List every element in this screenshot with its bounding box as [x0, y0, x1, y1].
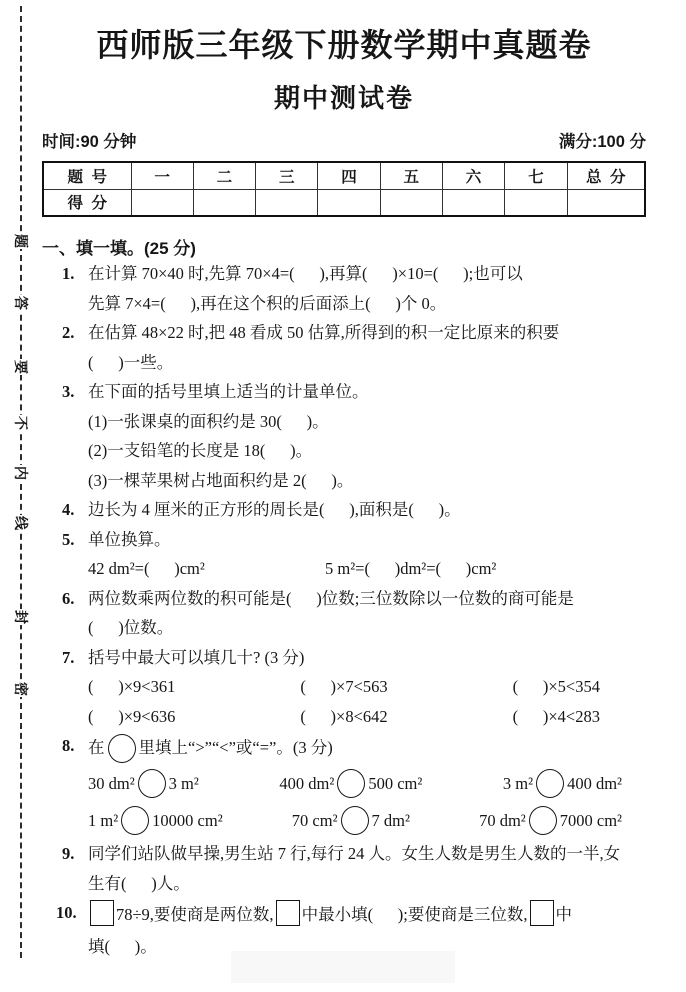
score-header-cell: 六	[442, 162, 504, 189]
page-title: 西师版三年级下册数学期中真题卷	[96, 27, 592, 63]
time-label: 时间:90 分钟	[42, 133, 137, 151]
comparison-right: 7000 cm²	[559, 810, 622, 830]
inequality-row	[88, 702, 600, 732]
question-subitem: (1)一张课桌的面积约是 30( )。	[88, 411, 329, 431]
seal-char: 答	[10, 295, 32, 311]
compare-circle-blank	[108, 734, 136, 763]
question-7	[42, 643, 646, 732]
unit-conversion-row	[88, 554, 646, 584]
comparison-item	[503, 769, 622, 798]
score-header-cell: 七	[505, 162, 567, 189]
score-cell-empty	[380, 189, 442, 216]
question-text-seg: 中	[555, 905, 573, 924]
seal-char: 密	[10, 681, 32, 697]
comparison-row	[88, 802, 622, 839]
question-9	[42, 839, 646, 898]
question-5	[42, 525, 646, 584]
score-table-header-row	[43, 162, 645, 189]
question-8	[42, 731, 646, 839]
comparison-right: 500 cm²	[368, 773, 423, 793]
score-cell-empty	[193, 189, 255, 216]
question-text-seg: 中最小填( );要使商是三位数,	[301, 905, 528, 924]
score-cell-empty	[256, 189, 318, 216]
question-text: ( )位数。	[88, 618, 174, 637]
compare-circle-blank	[121, 806, 149, 835]
seal-char: 封	[10, 609, 32, 625]
comparison-row	[88, 765, 622, 802]
question-subitem: (3)一棵苹果树占地面积约是 2( )。	[88, 470, 354, 490]
seal-char: 题	[10, 233, 32, 249]
inequality-expression: ( )×5<354	[512, 677, 600, 696]
digit-box-blank	[90, 900, 114, 926]
comparison-right: 7 dm²	[371, 810, 410, 830]
question-text: ( )一些。	[88, 352, 174, 372]
score-header-cell: 五	[380, 162, 442, 189]
seal-char: 内	[10, 465, 32, 481]
question-text: 边长为 4 厘米的正方形的周长是( ),面积是( )。	[88, 500, 461, 519]
seal-char: 线	[10, 515, 32, 531]
digit-box-blank	[276, 900, 300, 926]
conversion-expression: 5 m²=( )dm²=( )cm²	[325, 559, 497, 578]
inequality-row	[88, 672, 600, 702]
question-4	[42, 495, 646, 525]
full-score-label: 满分:100 分	[558, 133, 646, 151]
inequality-expression: ( )×7<563	[300, 677, 388, 696]
question-number: 5.	[62, 529, 75, 549]
comparison-right: 10000 cm²	[152, 810, 223, 830]
question-number: 9.	[62, 844, 75, 863]
question-text: 单位换算。	[88, 529, 171, 549]
question-subitem: (2)一支铅笔的长度是 18( )。	[88, 441, 313, 460]
question-text	[88, 731, 646, 765]
score-cell-empty	[442, 189, 504, 216]
question-number: 10.	[56, 903, 77, 922]
question-number: 2.	[62, 323, 75, 342]
compare-circle-blank	[536, 769, 564, 798]
question-text	[88, 898, 646, 932]
comparison-left: 1 m²	[88, 810, 119, 830]
question-2	[42, 318, 646, 377]
page-subtitle: 期中测试卷	[273, 83, 414, 113]
question-text: 在下面的括号里填上适当的计量单位。	[88, 382, 369, 401]
question-number: 6.	[62, 588, 75, 608]
score-header-cell: 总 分	[567, 162, 645, 189]
score-table	[42, 161, 646, 217]
question-6	[42, 584, 646, 643]
score-header-cell: 一	[131, 162, 193, 189]
question-text-pre: 在	[88, 738, 105, 757]
compare-circle-blank	[529, 806, 557, 835]
comparison-left: 70 cm²	[291, 810, 338, 830]
comparison-item	[479, 806, 622, 835]
comparison-item	[292, 806, 410, 835]
seal-char: 要	[10, 359, 32, 375]
score-cell-empty	[505, 189, 567, 216]
score-table-score-row	[43, 189, 645, 216]
question-number: 3.	[62, 382, 75, 401]
score-cell-empty	[318, 189, 380, 216]
question-text: 填( )。	[88, 937, 157, 956]
section-heading: 一、填一填。(25 分)	[42, 239, 196, 258]
question-text: 在计算 70×40 时,先算 70×4=( ),再算( )×10=( );也可以	[88, 264, 523, 283]
question-number: 1.	[62, 264, 75, 283]
compare-circle-blank	[341, 806, 369, 835]
question-1	[42, 259, 646, 318]
score-cell-empty	[131, 189, 193, 216]
score-header-cell: 三	[256, 162, 318, 189]
inequality-expression: ( )×8<642	[300, 706, 388, 726]
comparison-left: 400 dm²	[279, 773, 335, 793]
question-list	[42, 259, 646, 962]
score-header-cell: 二	[193, 162, 255, 189]
question-text-seg: 78÷9,要使商是两位数,	[116, 905, 274, 924]
compare-circle-blank	[138, 769, 166, 798]
question-text: 括号中最大可以填几十? (3 分)	[88, 647, 305, 667]
seal-line	[13, 6, 29, 958]
question-text-post: 里填上“>”“<”或“=”。(3 分)	[138, 738, 333, 757]
comparison-item	[88, 769, 199, 798]
score-cell-empty	[567, 189, 645, 216]
scan-artifact	[231, 951, 455, 983]
question-number: 8.	[62, 736, 75, 755]
inequality-expression: ( )×9<636	[88, 706, 176, 726]
comparison-left: 30 dm²	[88, 773, 135, 793]
content-column	[42, 0, 646, 962]
conversion-expression: 42 dm²=( )cm²	[88, 559, 205, 578]
inequality-expression: ( )×9<361	[88, 677, 176, 696]
question-text: 在估算 48×22 时,把 48 看成 50 估算,所得到的积一定比原来的积要	[88, 323, 560, 342]
comparison-item	[279, 769, 422, 798]
seal-char: 不	[10, 415, 32, 431]
question-text: 生有( )人。	[88, 873, 190, 893]
digit-box-blank	[530, 900, 554, 926]
meta-row	[42, 128, 646, 152]
comparison-left: 3 m²	[502, 773, 534, 793]
question-3	[42, 377, 646, 495]
inequality-expression: ( )×4<283	[512, 706, 600, 726]
question-number: 7.	[62, 647, 75, 667]
question-text: 同学们站队做早操,男生站 7 行,每行 24 人。女生人数是男生人数的一半,女	[88, 844, 621, 863]
question-text: 两位数乘两位数的积可能是( )位数;三位数除以一位数的商可能是	[88, 588, 574, 608]
score-header-cell: 四	[318, 162, 380, 189]
comparison-item	[88, 806, 223, 835]
compare-circle-blank	[337, 769, 365, 798]
comparison-left: 70 dm²	[479, 810, 526, 830]
score-row-label: 得 分	[43, 189, 131, 216]
question-text: 先算 7×4=( ),再在这个积的后面添上( )个 0。	[88, 293, 447, 313]
score-header-cell: 题 号	[43, 162, 131, 189]
comparison-right: 400 dm²	[567, 773, 622, 793]
comparison-right: 3 m²	[168, 773, 199, 793]
question-number: 4.	[62, 500, 75, 519]
